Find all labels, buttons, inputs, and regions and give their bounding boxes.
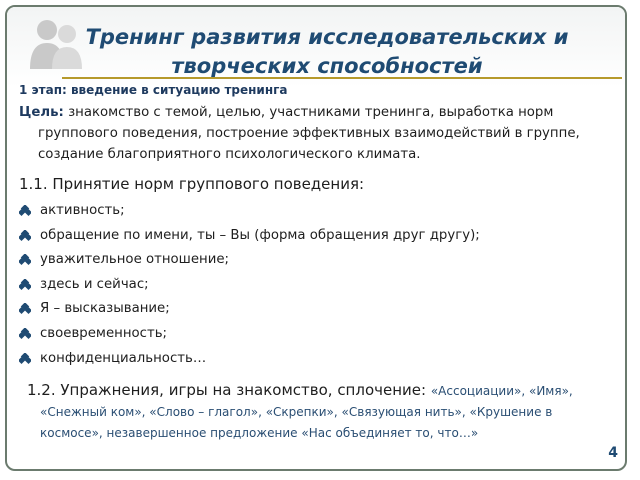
list-item-text: обращение по имени, ты – Вы (форма обращения друг другу);: [40, 227, 480, 243]
goal-label: Цель:: [19, 105, 64, 120]
diamond-bullet-icon: [19, 279, 31, 291]
list-item: [19, 297, 604, 322]
section-1-heading: 1.1. Принятие норм группового поведения:: [19, 175, 365, 193]
norms-list: [19, 199, 604, 371]
slide-content: [19, 80, 604, 443]
list-item: [19, 224, 604, 249]
list-item-text: Я – высказывание;: [40, 301, 170, 317]
list-item: [19, 347, 604, 372]
diamond-bullet-icon: [19, 353, 31, 365]
diamond-bullet-icon: [19, 328, 31, 340]
list-item: [19, 248, 604, 273]
goal-paragraph: [19, 102, 604, 165]
goal-text: знакомство с темой, целью, участниками тренинга, выработка норм группового поведения, построение эффективных взаимодействий в группе, создание благоприятного психологического климата.: [38, 105, 580, 162]
diamond-bullet-icon: [19, 230, 31, 242]
list-item-text: уважительное отношение;: [40, 252, 230, 268]
slide-title: Тренинг развития исследовательских и творческих способностей: [85, 25, 569, 78]
list-item: [19, 322, 604, 347]
diamond-bullet-icon: [19, 303, 31, 315]
section-2: [19, 380, 604, 443]
page-number: 4: [608, 445, 618, 461]
stage-heading: 1 этап: введение в ситуацию тренинга: [19, 83, 288, 97]
list-item-text: здесь и сейчас;: [40, 276, 149, 292]
section-2-heading: 1.2. Упражнения, игры на знакомство, сплочение:: [27, 381, 431, 400]
list-item-text: конфиденциальность…: [40, 350, 207, 366]
diamond-bullet-icon: [19, 205, 31, 217]
list-item-text: активность;: [40, 203, 125, 218]
list-item-text: своевременность;: [40, 325, 168, 341]
slide: [5, 5, 627, 471]
diamond-bullet-icon: [19, 254, 31, 266]
list-item: [19, 199, 604, 224]
exercise-list-text: «Ассоциации», «Имя», «Снежный ком», «Слово – глагол», «Скрепки», «Связующая нить», «Крушение в космосе», незавершенное предложение «Нас объединяет то, что…»: [40, 384, 573, 441]
title-underline: [62, 77, 622, 79]
list-item: [19, 273, 604, 298]
